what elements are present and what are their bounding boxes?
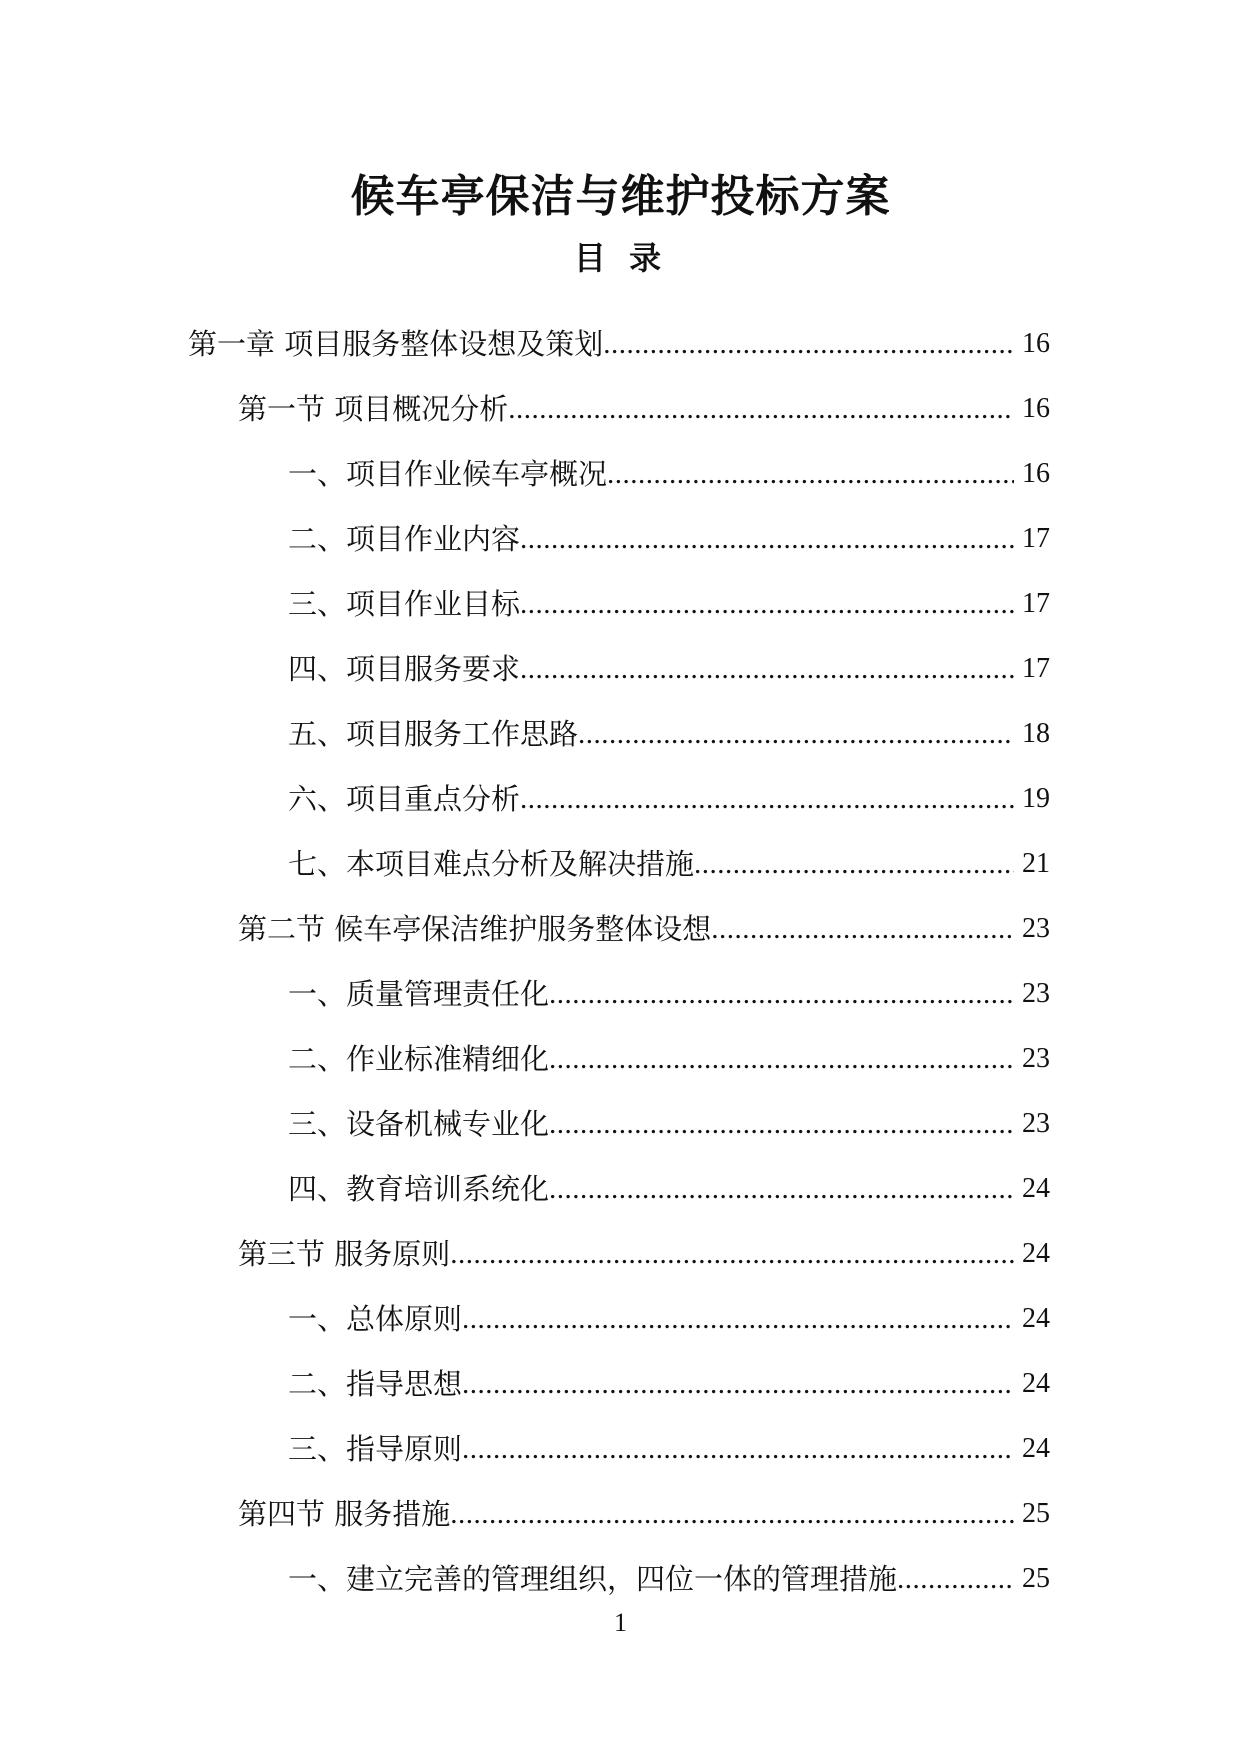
toc-entry-text: 第一节 项目概况分析	[238, 392, 509, 426]
toc-dot-leader	[462, 1432, 1014, 1466]
toc-entry-section-2[interactable]	[0, 881, 1241, 946]
toc-dot-leader	[603, 327, 1014, 361]
toc-entry-item[interactable]	[0, 1141, 1241, 1206]
toc-dot-leader	[450, 1497, 1014, 1531]
toc-entry-page: 25	[1022, 1563, 1050, 1594]
toc-entry-text: 第二节 候车亭保洁维护服务整体设想	[238, 912, 712, 946]
toc-entry-item[interactable]	[0, 1271, 1241, 1336]
toc-entry-page: 23	[1022, 1043, 1050, 1074]
toc-heading: 目 录	[573, 239, 668, 277]
toc-dot-leader	[897, 1562, 1014, 1596]
toc-entry-page: 17	[1022, 588, 1050, 619]
toc-entry-page: 17	[1022, 523, 1050, 554]
toc-dot-leader	[520, 587, 1014, 621]
toc-entry-item[interactable]	[0, 751, 1241, 816]
toc-entry-page: 24	[1022, 1303, 1050, 1334]
toc-entry-item[interactable]	[0, 621, 1241, 686]
toc-entry-item[interactable]	[0, 426, 1241, 491]
toc-entry-text: 一、项目作业候车亭概况	[288, 457, 608, 491]
toc-entry-item[interactable]	[0, 1011, 1241, 1076]
toc-entry-text: 第一章 项目服务整体设想及策划	[188, 327, 604, 361]
toc-entry-page: 23	[1022, 1108, 1050, 1139]
toc-entry-text: 第四节 服务措施	[238, 1497, 451, 1531]
toc-entry-text: 二、项目作业内容	[288, 522, 521, 556]
toc-entry-page: 17	[1022, 653, 1050, 684]
document-title: 候车亭保洁与维护投标方案	[350, 171, 891, 222]
toc-entry-text: 五、项目服务工作思路	[288, 717, 579, 751]
toc-entry-text: 四、项目服务要求	[288, 652, 521, 686]
toc-dot-leader	[462, 1302, 1014, 1336]
toc-entry-page: 16	[1022, 458, 1050, 489]
toc-entry-page: 24	[1022, 1173, 1050, 1204]
toc-entry-page: 24	[1022, 1368, 1050, 1399]
toc-entry-item[interactable]	[0, 1336, 1241, 1401]
toc-entry-page: 16	[1022, 328, 1050, 359]
page-number: 1	[614, 1608, 627, 1637]
toc-dot-leader	[549, 1107, 1014, 1141]
toc-dot-leader	[549, 1172, 1014, 1206]
toc-dot-leader	[520, 522, 1014, 556]
toc-dot-leader	[549, 1042, 1014, 1076]
toc-entry-text: 二、作业标准精细化	[288, 1042, 550, 1076]
toc-entry-item[interactable]	[0, 556, 1241, 621]
toc-entry-item[interactable]	[0, 686, 1241, 751]
toc-dot-leader	[694, 847, 1014, 881]
toc-entry-chapter-1[interactable]	[0, 296, 1241, 361]
toc-entry-text: 二、指导思想	[288, 1367, 463, 1401]
toc-entry-page: 18	[1022, 718, 1050, 749]
toc-dot-leader	[578, 717, 1014, 751]
toc-entry-page: 23	[1022, 978, 1050, 1009]
toc-entry-item[interactable]	[0, 816, 1241, 881]
toc-entry-text: 第三节 服务原则	[238, 1237, 451, 1271]
toc-entry-page: 23	[1022, 913, 1050, 944]
toc-dot-leader	[520, 652, 1014, 686]
toc-entry-text: 一、建立完善的管理组织，四位一体的管理措施	[288, 1562, 898, 1596]
toc-entry-page: 24	[1022, 1433, 1050, 1464]
toc-dot-leader	[508, 392, 1014, 426]
toc-dot-leader	[711, 912, 1014, 946]
toc-entry-section-4[interactable]	[0, 1466, 1241, 1531]
toc-dot-leader	[607, 457, 1014, 491]
toc-entry-item[interactable]	[0, 1401, 1241, 1466]
toc-entry-text: 三、指导原则	[288, 1432, 463, 1466]
toc-entry-section-1[interactable]	[0, 361, 1241, 426]
toc-entry-page: 21	[1022, 848, 1050, 879]
toc-entry-page: 25	[1022, 1498, 1050, 1529]
toc-entry-text: 七、本项目难点分析及解决措施	[288, 847, 695, 881]
toc-entry-item[interactable]	[0, 946, 1241, 1011]
toc-entry-item[interactable]	[0, 491, 1241, 556]
toc-entry-item[interactable]	[0, 1531, 1241, 1596]
toc-entry-text: 一、总体原则	[288, 1302, 463, 1336]
toc-entry-page: 16	[1022, 393, 1050, 424]
toc-entry-text: 一、质量管理责任化	[288, 977, 550, 1011]
toc-dot-leader	[450, 1237, 1014, 1271]
toc-dot-leader	[549, 977, 1014, 1011]
toc-entry-section-3[interactable]	[0, 1206, 1241, 1271]
toc-entry-page: 24	[1022, 1238, 1050, 1269]
toc-dot-leader	[462, 1367, 1014, 1401]
toc-entry-text: 三、项目作业目标	[288, 587, 521, 621]
toc-entry-item[interactable]	[0, 1076, 1241, 1141]
toc-entry-page: 19	[1022, 783, 1050, 814]
toc-entry-text: 四、教育培训系统化	[288, 1172, 550, 1206]
table-of-contents	[0, 296, 1241, 1596]
toc-entry-text: 六、项目重点分析	[288, 782, 521, 816]
toc-dot-leader	[520, 782, 1014, 816]
toc-entry-text: 三、设备机械专业化	[288, 1107, 550, 1141]
